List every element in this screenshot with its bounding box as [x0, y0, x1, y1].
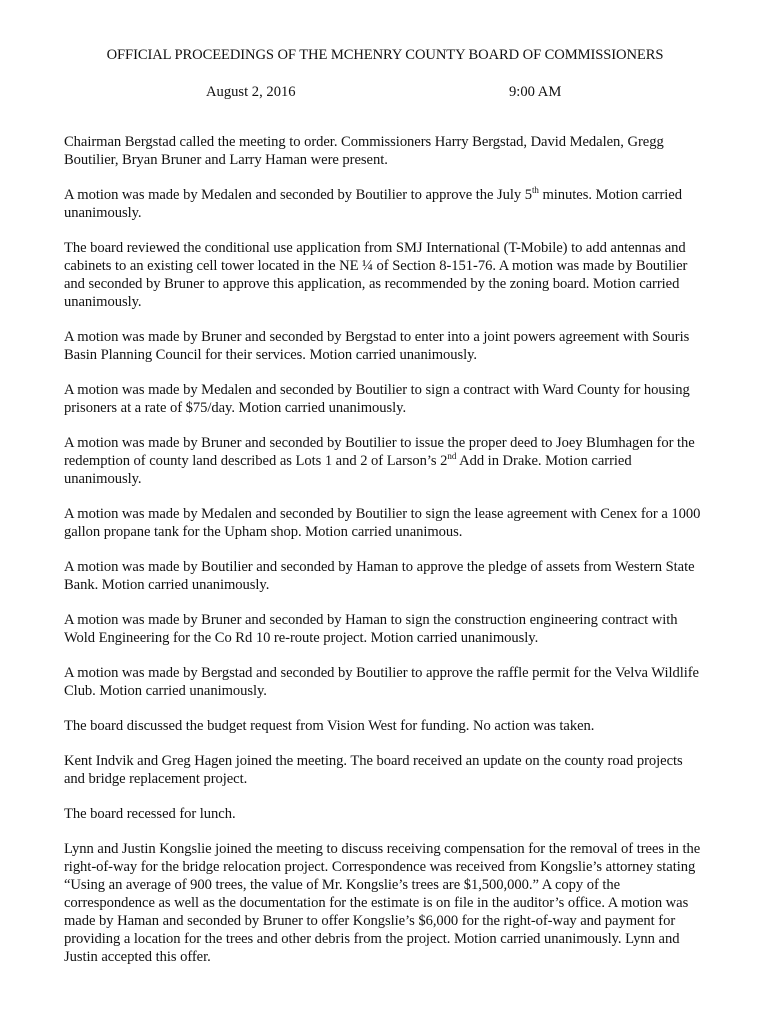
paragraph-joint-powers: A motion was made by Bruner and seconded by Bergstad to enter into a joint powers agreement with Souris Basin Planning Council for their services. Motion carried unanimously. [64, 329, 690, 363]
meeting-dateline [64, 83, 706, 101]
paragraph-prisoner-contract: A motion was made by Medalen and seconded by Boutilier to sign a contract with Ward County for housing prisoners at a rate of $75/day. Motion carried unanimously. [64, 382, 690, 416]
meeting-time: 9:00 AM [509, 84, 562, 100]
ordinal-suffix: th [531, 185, 539, 195]
paragraph-raffle-permit: A motion was made by Bergstad and seconded by Boutilier to approve the raffle permit for the Velva Wildlife Club. Motion carried unanimously. [64, 665, 699, 699]
paragraph-road-update: Kent Indvik and Greg Hagen joined the meeting. The board received an update on the county road projects and bridge replacement project. [64, 753, 683, 787]
paragraph-propane-lease: A motion was made by Medalen and seconded by Boutilier to sign the lease agreement with Cenex for a 1000 gallon propane tank for the Upham shop. Motion carried unanimous. [64, 506, 701, 540]
paragraph-text: minutes. Motion carried unanimously. [64, 187, 682, 221]
ordinal-suffix: nd [447, 451, 457, 461]
paragraph-text: Add in Drake. Motion carried unanimously. [64, 453, 632, 487]
minutes-body [64, 133, 706, 966]
document-title: OFFICIAL PROCEEDINGS OF THE MCHENRY COUNTY BOARD OF COMMISSIONERS [106, 47, 664, 63]
paragraph-kongslie: Lynn and Justin Kongslie joined the meeting to discuss receiving compensation for the removal of trees in the right-of-way for the bridge relocation project. Correspondence was received from Kongslie’s attorney stating “Using an average of 900 trees, the value of Mr. Kongslie’s trees are $1,500,000.” A copy of the correspondence as well as the documentation for the estimate is on file in the auditor’s office. A motion was made by Haman and seconded by Bruner to offer Kongslie’s $6,000 for the right-of-way and payment for providing a location for the trees and other debris from the project. Motion carried unanimously. Lynn and Justin accepted this offer. [64, 841, 701, 965]
paragraph-text: A motion was made by Bruner and seconded by Boutilier to issue the proper deed to Joey Blumhagen for the redemption of county land described as Lots 1 and 2 of Larson’s 2 [64, 435, 695, 469]
paragraph-budget-request: The board discussed the budget request from Vision West for funding. No action was taken. [64, 718, 595, 734]
paragraph-recess: The board recessed for lunch. [64, 806, 236, 822]
paragraph-pledge-assets: A motion was made by Boutilier and seconded by Haman to approve the pledge of assets from Western State Bank. Motion carried unanimously. [64, 559, 695, 593]
paragraph-deed [64, 434, 706, 488]
paragraph-minutes-approval [64, 186, 706, 222]
paragraph-engineering-contract: A motion was made by Bruner and seconded by Haman to sign the construction engineering contract with Wold Engineering for the Co Rd 10 re-route project. Motion carried unanimously. [64, 612, 678, 646]
meeting-date: August 2, 2016 [206, 84, 296, 100]
paragraph-call-to-order: Chairman Bergstad called the meeting to order. Commissioners Harry Bergstad, David Medalen, Gregg Boutilier, Bryan Bruner and Larry Haman were present. [64, 134, 664, 168]
paragraph-text: A motion was made by Medalen and seconded by Boutilier to approve the July 5 [64, 187, 532, 203]
paragraph-conditional-use: The board reviewed the conditional use application from SMJ International (T-Mobile) to add antennas and cabinets to an existing cell tower located in the NE ¼ of Section 8-151-76. A motion was made by Boutilier and seconded by Bruner to approve this application, as recommended by the zoning board. Motion carried unanimously. [64, 240, 688, 310]
